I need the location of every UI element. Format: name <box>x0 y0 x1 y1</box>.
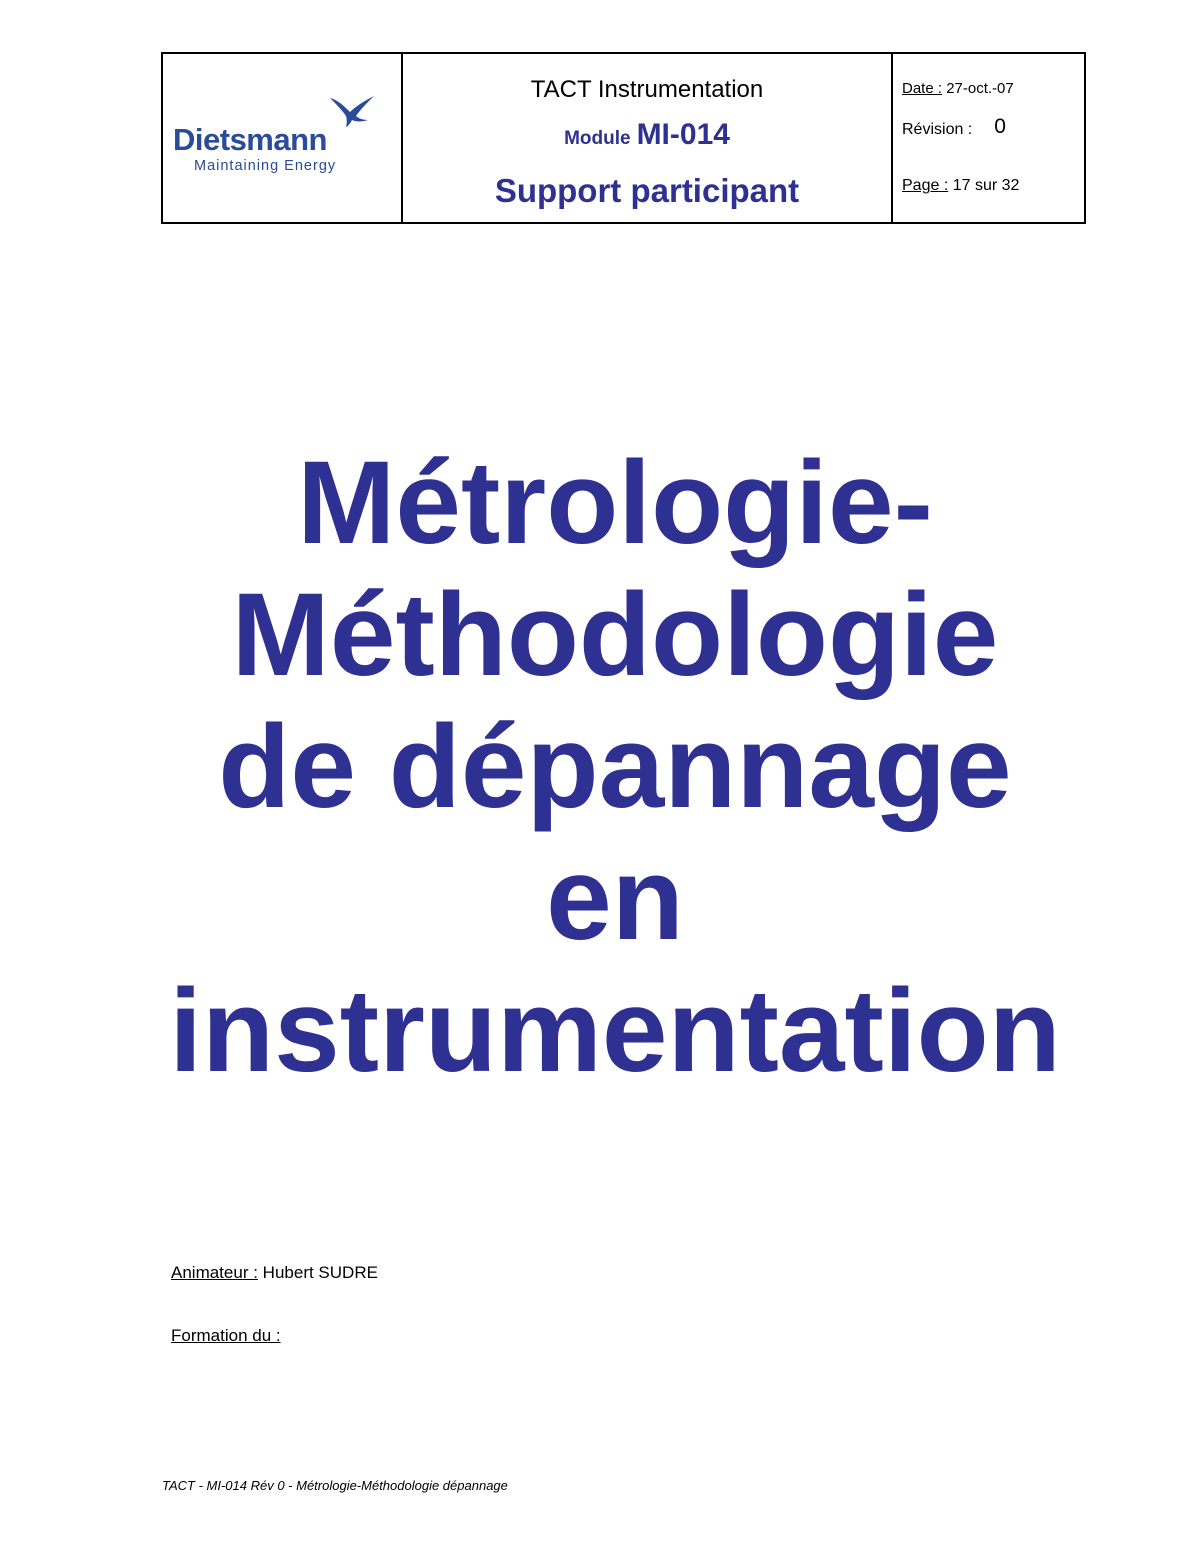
logo-tagline: Maintaining Energy <box>194 158 337 174</box>
page-row <box>902 177 1019 195</box>
meta-cell <box>893 54 1084 222</box>
date-value: 27-oct.-07 <box>946 80 1014 97</box>
formation-line <box>171 1326 281 1346</box>
revision-label: Révision : <box>902 121 973 138</box>
title-line: Méthodologie <box>231 569 999 701</box>
revision-row <box>902 116 1006 140</box>
title-line: instrumentation <box>169 965 1061 1097</box>
module-label: Module <box>564 128 631 149</box>
module-line <box>403 118 891 152</box>
module-code: MI-014 <box>636 118 730 151</box>
page-value: 17 sur 32 <box>952 177 1020 194</box>
date-label: Date : <box>902 80 943 97</box>
logo-name: Dietsmann <box>173 122 327 157</box>
logo-cell <box>163 54 403 222</box>
title-line: en <box>546 833 684 965</box>
animateur-line <box>171 1263 378 1283</box>
document-header-table <box>161 52 1086 224</box>
title-line: de dépannage <box>218 701 1012 833</box>
date-row <box>902 80 1014 97</box>
company-name: TACT Instrumentation <box>530 76 764 103</box>
formation-label: Formation du : <box>171 1326 281 1345</box>
animateur-label: Animateur : <box>171 1263 258 1282</box>
revision-value: 0 <box>994 115 1006 138</box>
bird-icon <box>328 94 376 128</box>
page-label: Page : <box>902 177 949 194</box>
support-title: Support participant <box>494 172 800 209</box>
page-footer: TACT - MI-014 Rév 0 - Métrologie-Méthodologie dépannage <box>162 1478 508 1493</box>
title-line: Métrologie- <box>297 437 933 569</box>
document-title <box>0 437 1200 1097</box>
title-cell <box>403 54 893 222</box>
animateur-value: Hubert SUDRE <box>262 1263 378 1282</box>
